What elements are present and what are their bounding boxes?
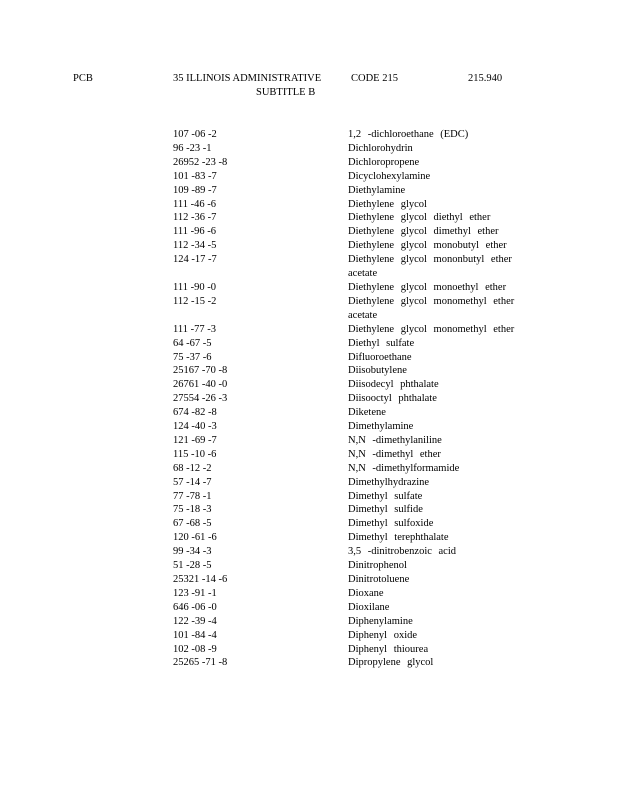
cas-number: 111 -96 -6: [173, 226, 216, 238]
list-item: [0, 253, 618, 281]
list-item: [0, 420, 618, 434]
chemical-name: Diphenylamine: [348, 615, 413, 627]
cas-number: 101 -83 -7: [173, 170, 217, 182]
chemical-name: Dipropylene glycol: [348, 657, 434, 669]
cas-number: 646 -06 -0: [173, 601, 217, 613]
chemical-name: Dimethyl sulfate: [348, 490, 423, 502]
list-item: [0, 323, 618, 337]
cas-number: 112 -15 -2: [173, 295, 217, 307]
list-item: [0, 448, 618, 462]
cas-number: 111 -77 -3: [173, 323, 216, 335]
cas-number: 111 -46 -6: [173, 198, 216, 210]
list-item: [0, 545, 618, 559]
list-item: [0, 184, 618, 198]
chemical-name: Diethylene glycol monomethyl ether: [348, 323, 515, 335]
cas-number: 77 -78 -1: [173, 490, 212, 502]
chemical-name: Dinitrotoluene: [348, 574, 410, 585]
chemical-name: 3,5 -dinitrobenzoic acid: [348, 546, 457, 558]
list-item: [0, 656, 618, 670]
cas-number: 109 -89 -7: [173, 184, 217, 196]
list-item: [0, 156, 618, 170]
list-item: [0, 573, 618, 587]
chemical-name: Dioxane: [348, 587, 384, 599]
list-item: [0, 601, 618, 615]
cas-number: 124 -17 -7: [173, 254, 217, 266]
chemical-name: Diethylamine: [348, 184, 406, 196]
list-item: [0, 295, 618, 323]
chemical-name: Dichloropropene: [348, 156, 420, 168]
cas-number: 57 -14 -7: [173, 476, 212, 488]
list-item: [0, 587, 618, 601]
list-item: [0, 337, 618, 351]
cas-number: 96 -23 -1: [173, 142, 212, 154]
chemical-name: Dichlorohydrin: [348, 142, 413, 154]
chemical-name: Dimethyl sulfoxide: [348, 518, 434, 530]
cas-number: 25167 -70 -8: [173, 365, 228, 377]
list-item: [0, 434, 618, 448]
cas-number: 68 -12 -2: [173, 462, 212, 474]
list-item: [0, 531, 618, 545]
cas-number: 124 -40 -3: [173, 421, 217, 433]
list-item: [0, 198, 618, 212]
cas-number: 64 -67 -5: [173, 337, 212, 349]
list-item: [0, 142, 618, 156]
header-title: 35 ILLINOIS ADMINISTRATIVE: [173, 73, 322, 84]
chemical-name: Diisodecyl phthalate: [348, 379, 439, 391]
chemical-name: 1,2 -dichloroethane (EDC): [348, 129, 469, 140]
list-item: [0, 559, 618, 573]
chemical-name: Dinitrophenol: [348, 560, 407, 572]
list-item: [0, 378, 618, 392]
cas-number: 121 -69 -7: [173, 434, 217, 446]
cas-number: 26952 -23 -8: [173, 156, 228, 168]
cas-number: 112 -34 -5: [173, 240, 217, 252]
chemical-name: Dicyclohexylamine: [348, 170, 431, 182]
chemical-name: Diketene: [348, 407, 386, 419]
header-subtitle: SUBTITLE B: [256, 87, 316, 98]
chemical-name: Diethylene glycol monobutyl ether: [348, 240, 507, 252]
header-abbrev: PCB: [73, 73, 93, 84]
chemical-name: Diethylene glycol: [348, 198, 427, 210]
chemical-name: Dimethylamine: [348, 421, 414, 433]
chemical-name: Diethylene glycol diethyl ether: [348, 212, 491, 224]
chemical-name: Diphenyl oxide: [348, 629, 418, 641]
chemical-name: N,N -dimethylaniline: [348, 434, 442, 446]
chemical-name: Dimethyl sulfide: [348, 504, 423, 516]
chemical-name: Dioxilane: [348, 601, 390, 613]
cas-number: 27554 -26 -3: [173, 393, 228, 405]
chemical-name: Diphenyl thiourea: [348, 643, 429, 655]
list-item: [0, 128, 618, 142]
list-item: [0, 281, 618, 295]
list-item: [0, 170, 618, 184]
cas-number: 115 -10 -6: [173, 448, 217, 460]
list-item: [0, 517, 618, 531]
list-item: [0, 462, 618, 476]
cas-number: 122 -39 -4: [173, 615, 217, 627]
list-item: [0, 503, 618, 517]
header-section-number: 215.940: [468, 73, 503, 84]
list-item: [0, 239, 618, 253]
chemical-name: Dimethyl terephthalate: [348, 532, 449, 544]
cas-number: 75 -18 -3: [173, 504, 212, 516]
chemical-name: Diethylene glycol mononbutyl ether acetate: [348, 254, 512, 280]
chemical-name: Diisooctyl phthalate: [348, 393, 437, 405]
cas-number: 51 -28 -5: [173, 560, 212, 572]
chemical-name: Dimethylhydrazine: [348, 476, 430, 488]
list-item: [0, 476, 618, 490]
list-item: [0, 629, 618, 643]
cas-number: 674 -82 -8: [173, 407, 217, 419]
list-item: [0, 406, 618, 420]
list-item: [0, 392, 618, 406]
cas-number: 26761 -40 -0: [173, 379, 228, 391]
cas-number: 25265 -71 -8: [173, 657, 228, 669]
chemical-name: Diethylene glycol monoethyl ether: [348, 281, 507, 293]
list-item: [0, 364, 618, 378]
cas-number: 112 -36 -7: [173, 212, 217, 224]
list-item: [0, 211, 618, 225]
cas-number: 111 -90 -0: [173, 281, 216, 293]
cas-number: 101 -84 -4: [173, 629, 217, 641]
cas-number: 99 -34 -3: [173, 546, 212, 558]
chemical-name: Diethylene glycol dimethyl ether: [348, 226, 499, 238]
chemical-name: N,N -dimethylformamide: [348, 462, 460, 474]
list-item: [0, 490, 618, 504]
cas-number: 25321 -14 -6: [173, 574, 228, 585]
chemical-name: Difluoroethane: [348, 351, 412, 363]
header-code: CODE 215: [351, 73, 398, 84]
list-item: [0, 351, 618, 365]
cas-number: 102 -08 -9: [173, 643, 217, 655]
chemical-name: Diisobutylene: [348, 365, 407, 377]
cas-number: 120 -61 -6: [173, 532, 217, 544]
chemical-name: N,N -dimethyl ether: [348, 448, 441, 460]
cas-number: 123 -91 -1: [173, 587, 217, 599]
chemical-name: Diethyl sulfate: [348, 337, 415, 349]
list-item: [0, 225, 618, 239]
chemical-list: [0, 128, 618, 670]
list-item: [0, 615, 618, 629]
cas-number: 75 -37 -6: [173, 351, 212, 363]
list-item: [0, 643, 618, 657]
cas-number: 67 -68 -5: [173, 518, 212, 530]
chemical-name: Diethylene glycol monomethyl ether acetate: [348, 295, 515, 321]
cas-number: 107 -06 -2: [173, 129, 217, 140]
